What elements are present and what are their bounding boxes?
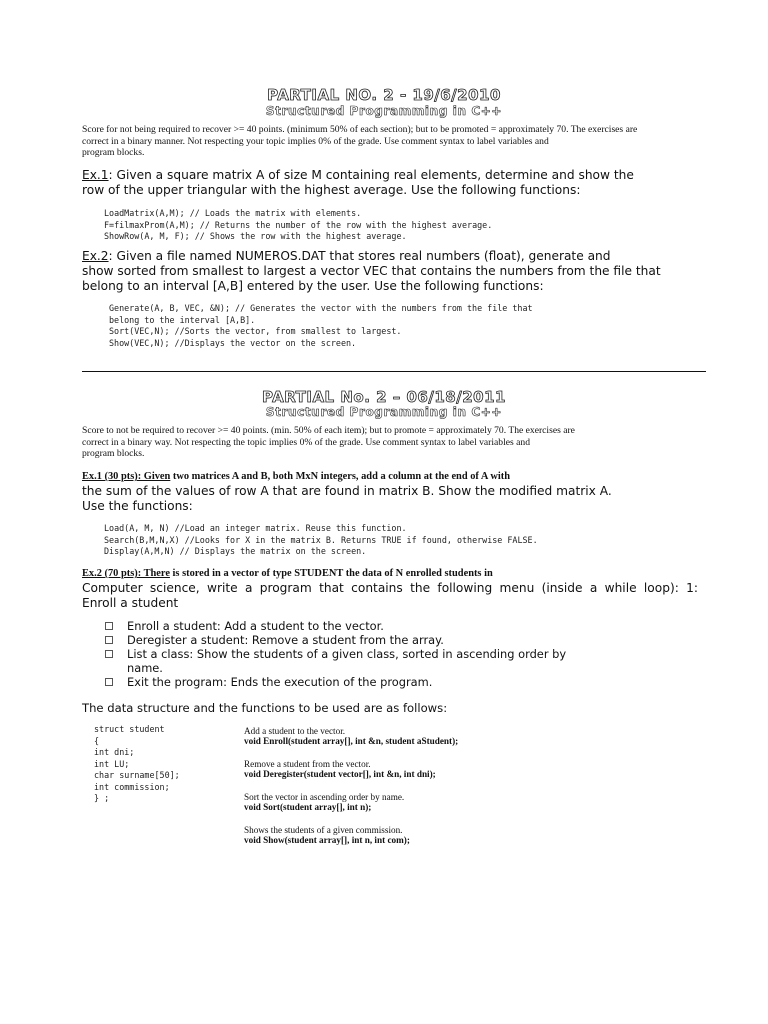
list-item: Deregister a student: Remove a student from the array. bbox=[105, 634, 585, 648]
code-line: Sort(VEC,N); //Sorts the vector, from smallest to largest. bbox=[109, 326, 402, 336]
partial1-ex1-statement bbox=[82, 168, 672, 198]
function-desc: Add a student to the vector. bbox=[244, 726, 346, 736]
partial2-ex1-heading bbox=[82, 471, 682, 482]
structure-intro: The data structure and the functions to be used are as follows: bbox=[82, 701, 448, 715]
list-item: Exit the program: Ends the execution of the program. bbox=[105, 676, 585, 690]
code-line: struct student bbox=[94, 724, 165, 734]
code-line: int commission; bbox=[94, 781, 170, 792]
code-line: Load(A, M, N) //Load an integer matrix. Reuse this function. bbox=[104, 523, 407, 533]
code-line: Display(A,M,N) // Displays the matrix on the screen. bbox=[104, 546, 367, 556]
ex2-text-line3: belong to an interval [A,B] entered by the user. Use the following functions: bbox=[82, 279, 544, 293]
ex1-text: : Given a square matrix A of size M containing real elements, determine and show the bbox=[108, 168, 634, 182]
partial1-subtitle: Structured Programming in C++ bbox=[265, 104, 503, 118]
ex2-text: : Given a file named NUMEROS.DAT that stores real numbers (float), generate and bbox=[108, 249, 611, 263]
partial1-intro bbox=[82, 124, 642, 159]
function-deregister bbox=[244, 759, 544, 779]
function-signature: void Show(student array[], int n, int com); bbox=[244, 835, 410, 845]
ex1-label: Ex.1 bbox=[82, 168, 109, 182]
ex1-text: two matrices A and B, both MxN integers, add a column at the end of A with bbox=[170, 471, 511, 482]
function-desc: Remove a student from the vector. bbox=[244, 759, 371, 769]
checkbox-bullet-icon bbox=[105, 678, 113, 686]
function-signature: void Enroll(student array[], int &n, student aStudent); bbox=[244, 736, 459, 746]
code-line: F=filmaxProm(A,M); // Returns the number of the row with the highest average. bbox=[104, 219, 493, 230]
ex1-text-line2: the sum of the values of row A that are found in matrix B. Show the modified matrix A. bbox=[82, 484, 612, 498]
partial2-ex1-code bbox=[104, 523, 538, 558]
partial2-title: PARTIAL No. 2 – 06/18/2011 bbox=[262, 388, 506, 406]
code-line: char surname[50]; bbox=[94, 770, 180, 780]
menu-options-list bbox=[105, 620, 585, 690]
function-signature: void Deregister(student vector[], int &n, int dni); bbox=[244, 769, 436, 779]
intro-line: program blocks. bbox=[82, 448, 145, 459]
checkbox-bullet-icon bbox=[105, 622, 113, 630]
code-line: int dni; bbox=[94, 747, 135, 757]
partial2-subtitle: Structured Programming in C++ bbox=[265, 405, 503, 419]
function-sort bbox=[244, 792, 544, 812]
ex2-text: is stored in a vector of type STUDENT the data of N enrolled students in bbox=[169, 568, 493, 579]
ex2-label: Ex.2 bbox=[82, 249, 109, 263]
code-line: Search(B,M,N,X) //Looks for X in the matrix B. Returns TRUE if found, otherwise FALSE. bbox=[104, 534, 538, 545]
partial2-ex2-heading bbox=[82, 568, 682, 579]
intro-line: program blocks. bbox=[82, 147, 145, 158]
code-line: belong to the interval [A,B]. bbox=[109, 314, 256, 325]
struct-code bbox=[94, 724, 180, 805]
partial1-ex2-statement bbox=[82, 249, 672, 294]
code-line: ShowRow(A, M, F); // Shows the row with the highest average. bbox=[104, 231, 407, 241]
ex2-label: Ex.2 (70 pts): There bbox=[82, 568, 170, 579]
ex1-label: Ex.1 (30 pts): Given bbox=[82, 471, 171, 482]
partial2-ex1-statement bbox=[82, 484, 672, 514]
function-enroll bbox=[244, 726, 544, 746]
function-show bbox=[244, 825, 544, 845]
ex2-text-line2: show sorted from smallest to largest a vector VEC that contains the numbers from the file that bbox=[82, 264, 661, 278]
intro-line: Score for not being required to recover >= 40 points. (minimum 50% of each section); but to be promoted = approximately 70. The exercises are bbox=[82, 124, 638, 135]
code-line: { bbox=[94, 735, 100, 746]
function-signature: void Sort(student array[], int n); bbox=[244, 802, 372, 812]
ex1-text-line3: Use the functions: bbox=[82, 499, 193, 513]
partial1-ex2-code bbox=[109, 303, 533, 349]
intro-line: correct in a binary way. Not respecting the topic implies 0% of the grade. Use comment syntax to label variables and bbox=[82, 436, 531, 448]
intro-line: correct in a binary manner. Not respecting your topic implies 0% of the grade. Use comment syntax to label variables and bbox=[82, 135, 549, 147]
section-divider bbox=[82, 371, 706, 372]
ex1-text-line2: row of the upper triangular with the highest average. Use the following functions: bbox=[82, 183, 581, 197]
partial1-ex1-code bbox=[104, 208, 492, 243]
checkbox-bullet-icon bbox=[105, 636, 113, 644]
code-line: Generate(A, B, VEC, &N); // Generates the vector with the numbers from the file that bbox=[109, 303, 533, 313]
partial2-intro bbox=[82, 425, 642, 460]
ex2-text-line2: Computer science, write a program that contains the following menu (inside a while loop): 1: bbox=[82, 581, 698, 595]
code-line: int LU; bbox=[94, 758, 130, 769]
code-line: LoadMatrix(A,M); // Loads the matrix with elements. bbox=[104, 208, 362, 218]
intro-line: Score to not be required to recover >= 40 points. (min. 50% of each item); but to promote = approximately 70. The exercises are bbox=[82, 425, 575, 436]
code-line: Show(VEC,N); //Displays the vector on the screen. bbox=[109, 337, 357, 348]
partial1-title: PARTIAL NO. 2 - 19/6/2010 bbox=[267, 86, 501, 104]
code-line: } ; bbox=[94, 793, 110, 803]
checkbox-bullet-icon bbox=[105, 650, 113, 658]
function-desc: Shows the students of a given commission. bbox=[244, 825, 403, 835]
ex2-text-line3: Enroll a student bbox=[82, 596, 179, 610]
partial2-ex2-statement bbox=[82, 581, 698, 611]
list-item: Enroll a student: Add a student to the vector. bbox=[105, 620, 585, 634]
function-desc: Sort the vector in ascending order by name. bbox=[244, 792, 405, 802]
list-item: List a class: Show the students of a given class, sorted in ascending order by name. bbox=[105, 648, 567, 675]
